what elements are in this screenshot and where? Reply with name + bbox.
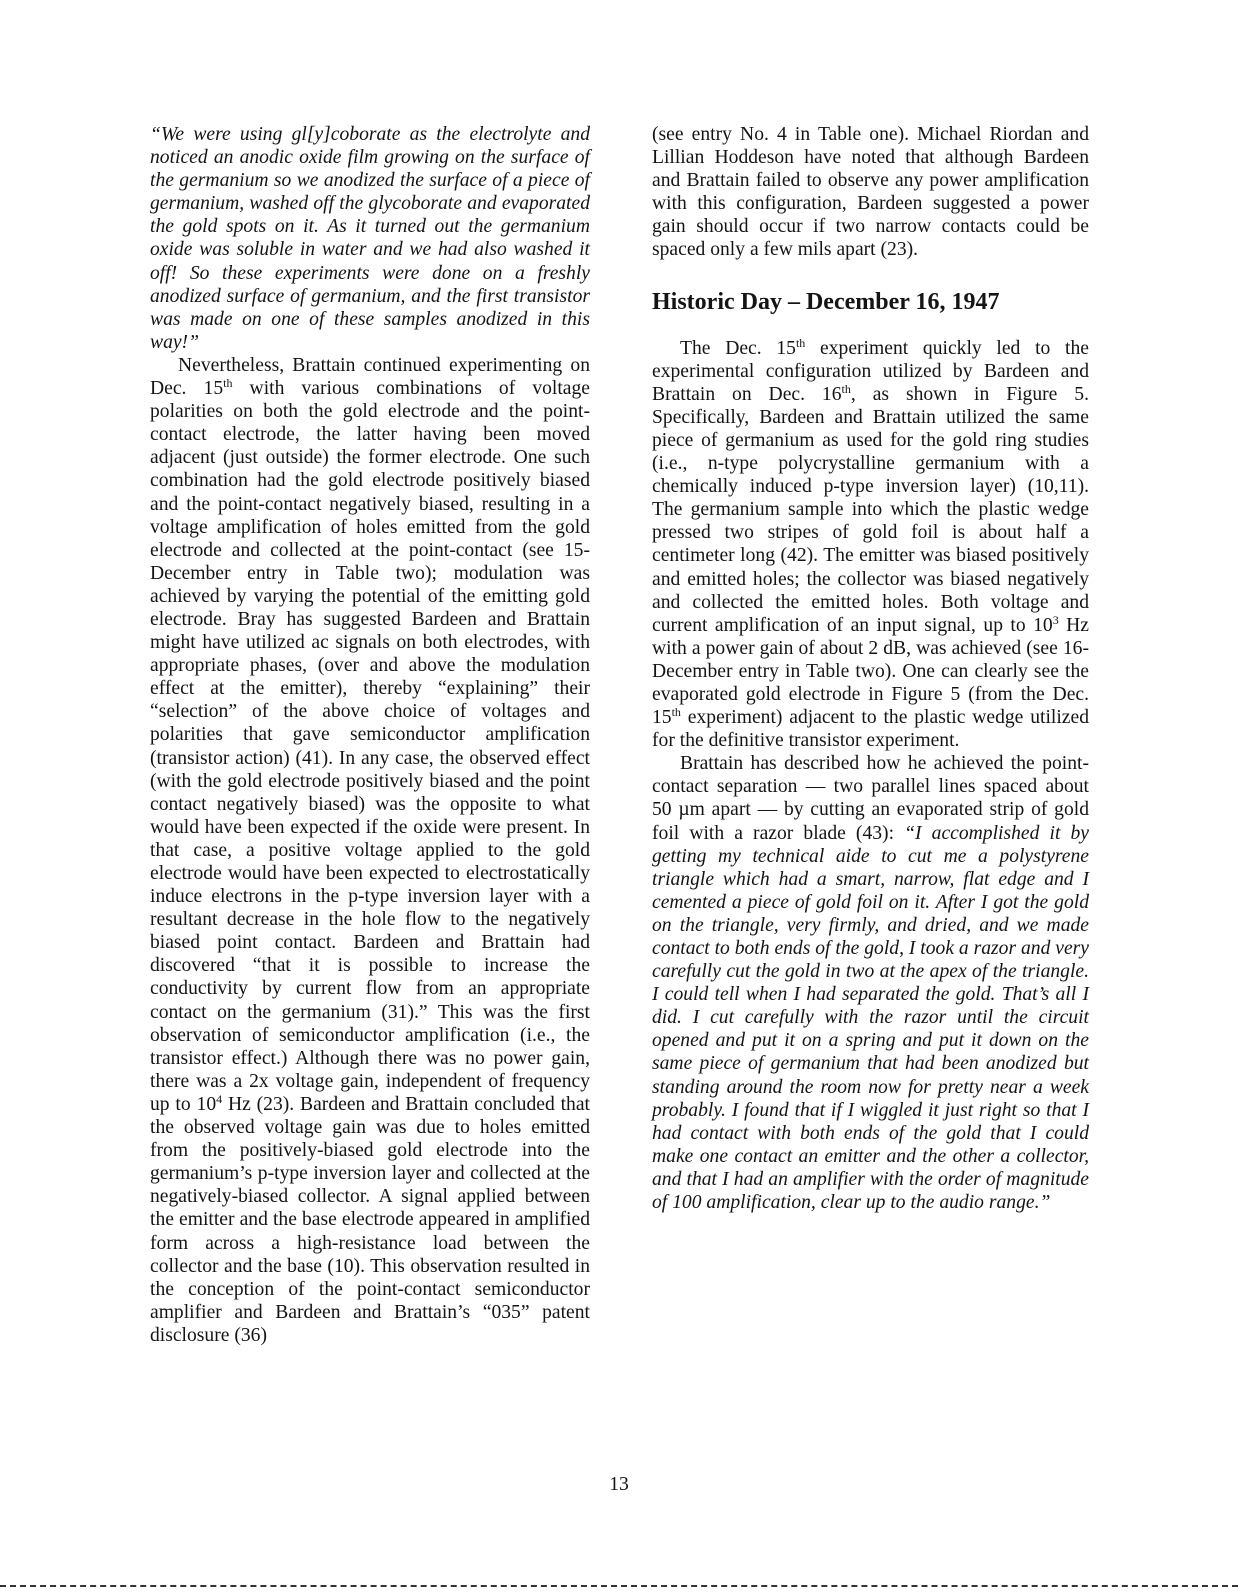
paragraph-continuation: (see entry No. 4 in Table one). Michael Riordan and Lillian Hoddeson have noted that although Bardeen and Brattain failed to observe any power amplification with this configuration, Bardeen suggested a power gain should occur if two narrow contacts could be spaced only a few mils apart (23). <box>652 124 1089 261</box>
text-span: Hz (23). Bardeen and Brattain concluded that the observed voltage gain was due to holes emitted from the positively-biased gold electrode into the germanium’s p-type inversion layer and collected at the negatively-biased collector. A signal applied between the emitter and the base electrode appeared in amplified form across a high-resistance load between the collector and the base (10). This observation resulted in the conception of the point-contact semiconductor amplifier and Bardeen and Brattain’s “035” patent disclosure (36) <box>150 1093 590 1346</box>
superscript: th <box>841 381 851 396</box>
text-span: with various combinations of voltage polarities on both the gold electrode and the point-contact electrode, the latter having been moved adjacent (just outside) the former electrode. One such combination had the gold electrode positively biased and the point-contact negatively biased, resulting in a voltage amplification of holes emitted from the gold electrode and collected at the point-contact (see 15-December entry in Table two); modulation was achieved by varying the potential of the emitting gold electrode. Bray has suggested Bardeen and Brattain might have utilized ac signals on both electrodes, with appropriate phases, (over and above the modulation effect at the emitter), thereby “explaining” their “selection” of the above choice of voltages and polarities that gave semiconductor amplification (transistor action) (41). In any case, the observed effect (with the gold electrode positively biased and the point contact negatively biased) was the opposite to what would have been expected if the oxide were present. In that case, a positive voltage applied to the gold electrode would have been expected to electrostatically induce electrons in the p-type inversion layer with a resultant decrease in the hole flow to the negatively biased point contact. Bardeen and Brattain had discovered “that it is possible to increase the conductivity by current flow from an appropriate contact on the germanium (31).” This was the first observation of semiconductor amplification (i.e., the transistor effect.) Although there was no power gain, there was a 2x voltage gain, independent of frequency up to 10 <box>150 378 590 1115</box>
superscript: th <box>223 376 233 391</box>
text-span: , as shown in Figure 5. Specifically, Bardeen and Brattain utilized the same piece of germanium as used for the gold ring studies (i.e., n-type polycrystalline germanium with a chemically induced p-type inversion layer) (10,11). The germanium sample into which the plastic wedge pressed two stripes of gold foil is about half a centimeter long (42). The emitter was biased positively and emitted holes; the collector was biased negatively and collected the emitted holes. Both voltage and current amplification of an input signal, up to 10 <box>652 383 1089 636</box>
left-column <box>150 123 590 1347</box>
superscript: 3 <box>1052 612 1059 627</box>
text-span: experiment) adjacent to the plastic wedge utilized for the definitive transistor experiment. <box>652 707 1089 752</box>
text-span: experiment quickly led to the experimental configuration utilized by Bardeen and Brattain on Dec. 16 <box>652 337 1089 405</box>
paragraph-dec-15-experiment <box>150 354 590 1347</box>
scan-edge-line <box>0 1585 1238 1590</box>
superscript: th <box>795 335 806 350</box>
paragraph-point-contact-separation <box>652 752 1089 1214</box>
page-number: 13 <box>609 1474 629 1495</box>
superscript: 4 <box>216 1091 223 1106</box>
text-span: Nevertheless, Brattain continued experimenting on Dec. 15 <box>150 354 590 400</box>
brattain-quote-block: “We were using gl[y]coborate as the electrolyte and noticed an anodic oxide film growing on the surface of the germanium so we anodized the surface of a piece of germanium, washed off the glycoborate and evaporated the gold spots on it. As it turned out the germanium oxide was soluble in water and we had also washed it off! So these experiments were done on a freshly anodized surface of germanium, and the first transistor was made on one of these samples anodized in this way!” <box>150 124 590 353</box>
text-span: Hz with a power gain of about 2 dB, was achieved (see 16-December entry in Table two). One can clearly see the evaporated gold electrode in Figure 5 (from the Dec. 15 <box>652 614 1090 729</box>
right-column <box>652 123 1089 1214</box>
paragraph-dec-16-configuration <box>652 337 1089 753</box>
text-span: The Dec. 15 <box>680 337 796 359</box>
brattain-razor-quote: “I accomplished it by getting my technical aide to cut me a polystyrene triangle which had a smart, narrow, flat edge and I cemented a piece of gold foil on it. After I got the gold on the triangle, very firmly, and dried, and we made contact to both ends of the gold, I took a razor and very carefully cut the gold in two at the apex of the triangle. I could tell when I had separated the gold. That’s all I did. I cut carefully with the razor until the circuit opened and put it on a spring and put it down on the same piece of germanium that had been anodized but standing around the room now for pretty near a week probably. I found that if I wiggled it just right so that I had contact with both ends of the gold that I could make one contact an emitter and the other a collector, and that I had an amplifier with the order of magnitude of 100 amplification, clear up to the audio range.” <box>652 822 1089 1214</box>
superscript: th <box>671 705 681 720</box>
text-span: Brattain has described how he achieved the point-contact separation — two parallel lines spaced about 50 µm apart — by cutting an evaporated strip of gold foil with a razor blade (43): <box>652 753 1089 844</box>
section-heading: Historic Day – December 16, 1947 <box>652 288 1000 315</box>
